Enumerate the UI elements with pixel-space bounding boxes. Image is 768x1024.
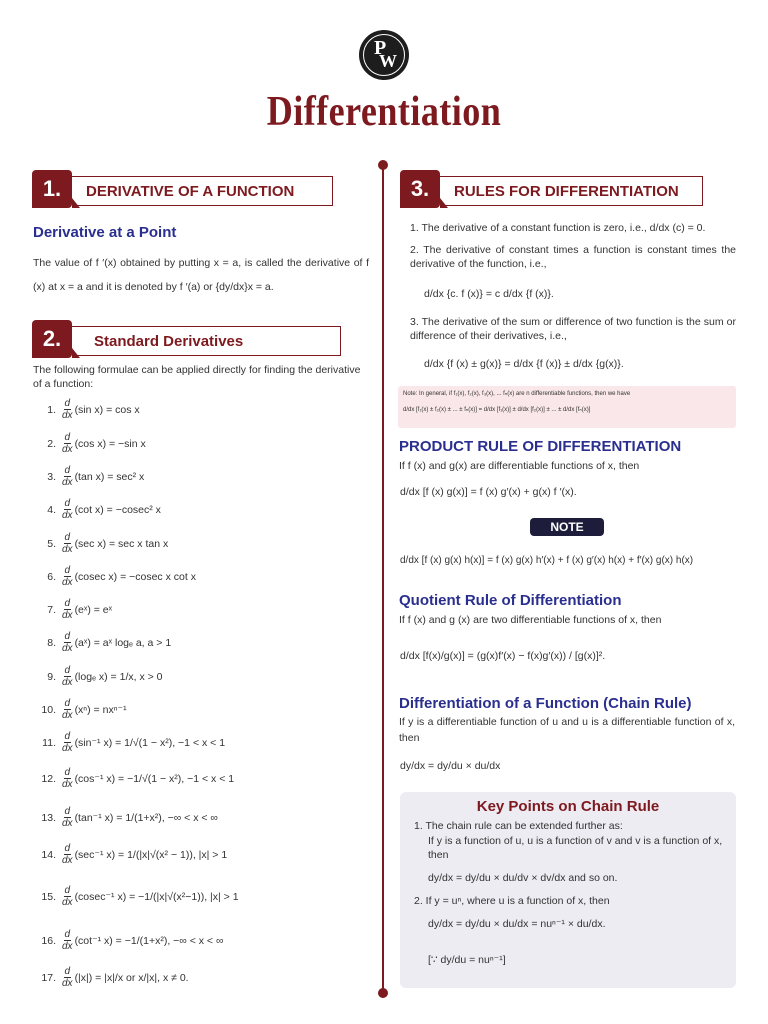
list-item: 8. d dx (aˣ) = aˣ logₑ a, a > 1 bbox=[47, 631, 172, 654]
rule-2: 2. The derivative of constant times a function is constant times the derivative of the function, i.e., bbox=[410, 244, 736, 270]
key-point-1-formula: dy/dx = dy/du × du/dv × dv/dx and so on. bbox=[428, 872, 618, 884]
key-point-2: 2. If y = uⁿ, where u is a function of x, then bbox=[414, 895, 610, 907]
list-item: 13. d dx (tan⁻¹ x) = 1/(1+x²), −∞ < x < ∞ bbox=[41, 806, 218, 829]
quotient-rule-formula: d/dx [f(x)/g(x)] = (g(x)f′(x) − f(x)g′(x)) / [g(x)]². bbox=[400, 650, 606, 662]
list-item: 2. d dx (cos x) = −sin x bbox=[47, 432, 146, 455]
column-divider bbox=[382, 168, 384, 990]
list-item: 5. d dx (sec x) = sec x tan x bbox=[47, 532, 169, 555]
list-item: 17. d dx (|x|) = |x|/x or x/|x|, x ≠ 0. bbox=[41, 966, 189, 989]
list-item: 1. d dx (sin x) = cos x bbox=[47, 398, 140, 421]
list-item: 11. d dx (sin⁻¹ x) = 1/√(1 − x²), −1 < x < 1 bbox=[42, 731, 226, 754]
logo-letter-w: W bbox=[379, 51, 397, 71]
key-points-box bbox=[400, 792, 736, 988]
key-point-1-text: If y is a function of u, u is a function of v and v is a function of x, then bbox=[428, 835, 723, 861]
section-2-title: Standard Derivatives bbox=[72, 326, 341, 356]
list-item: 14. d dx (sec⁻¹ x) = 1/(|x|√(x² − 1)), |x| > 1 bbox=[41, 843, 228, 866]
quotient-rule-text: If f (x) and g (x) are two differentiable functions of x, then bbox=[399, 614, 662, 626]
rule-3-formula: d/dx {f (x) ± g(x)} = d/dx {f (x)} ± d/dx {g(x)}. bbox=[424, 358, 624, 370]
section-1-title: DERIVATIVE OF A FUNCTION bbox=[72, 176, 333, 206]
key-point-2-note: [∵ dy/du = nuⁿ⁻¹] bbox=[428, 954, 506, 966]
list-item: 6. d dx (cosec x) = −cosec x cot x bbox=[47, 565, 196, 588]
rule-2-formula: d/dx {c. f (x)} = c d/dx {f (x)}. bbox=[424, 288, 554, 300]
list-item: 12. d dx (cos⁻¹ x) = −1/√(1 − x²), −1 < x < 1 bbox=[41, 767, 235, 790]
divider-top-dot bbox=[378, 160, 388, 170]
list-item: 10. d dx (xⁿ) = nxⁿ⁻¹ bbox=[41, 698, 127, 721]
section-3-number: 3. bbox=[400, 170, 440, 208]
quotient-rule-heading: Quotient Rule of Differentiation bbox=[399, 592, 622, 609]
list-item: 16. d dx (cot⁻¹ x) = −1/(1+x²), −∞ < x < ∞ bbox=[41, 929, 224, 952]
key-point-2-formula: dy/dx = dy/du × du/dx = nuⁿ⁻¹ × du/dx. bbox=[428, 918, 606, 930]
chain-rule-formula: dy/dx = dy/du × du/dx bbox=[400, 760, 501, 772]
section-1-number: 1. bbox=[32, 170, 72, 208]
section-1-header bbox=[32, 176, 334, 208]
list-item: 4. d dx (cot x) = −cosec² x bbox=[47, 498, 161, 521]
divider-bottom-dot bbox=[378, 988, 388, 998]
key-point-1: 1. The chain rule can be extended further as: bbox=[414, 820, 623, 832]
note-small-formula: d/dx [f₁(x) ± f₂(x) ± ... ± fₙ(x)] = d/dx [f₁(x)] ± d/dx [f₂(x)] ± ... ± d/dx [fₙ(x)] bbox=[403, 407, 591, 413]
rule-3: 3. The derivative of the sum or difference of two function is the sum or difference of their derivatives, i.e., bbox=[410, 316, 736, 342]
section-3-header bbox=[400, 176, 702, 208]
page-title: Differentiation bbox=[266, 89, 502, 135]
note-badge: NOTE bbox=[530, 518, 604, 536]
chain-rule-text: If y is a differentiable function of u and u is a differentiable function of x, then bbox=[399, 716, 735, 744]
list-item: 15. d dx (cosec⁻¹ x) = −1/(|x|√(x²−1)), |x| > 1 bbox=[41, 885, 239, 908]
derivative-at-point-heading: Derivative at a Point bbox=[33, 224, 177, 241]
key-points-title: Key Points on Chain Rule bbox=[476, 798, 660, 815]
logo-letter-p: P bbox=[374, 37, 387, 59]
note-small-text: Note: In general, if f₁(x), f₂(x), f₃(x), ... fₙ(x) are n differentiable functions, then we have bbox=[403, 391, 631, 397]
section-2-header bbox=[32, 326, 334, 358]
section-3-title: RULES FOR DIFFERENTIATION bbox=[440, 176, 703, 206]
product-rule-heading: PRODUCT RULE OF DIFFERENTIATION bbox=[399, 438, 682, 455]
logo-ring bbox=[363, 34, 405, 76]
list-item: 7. d dx (eˣ) = eˣ bbox=[47, 598, 113, 621]
chain-rule-heading: Differentiation of a Function (Chain Rule) bbox=[399, 695, 692, 712]
standard-derivatives-intro: The following formulae can be applied directly for finding the derivative of a function: bbox=[33, 364, 361, 390]
product-rule-text: If f (x) and g(x) are differentiable functions of x, then bbox=[399, 460, 640, 472]
pw-logo bbox=[359, 30, 409, 80]
product-rule-formula: d/dx [f (x) g(x)] = f (x) g′(x) + g(x) f ′(x). bbox=[400, 486, 577, 498]
rule-1: 1. The derivative of a constant function is zero, i.e., d/dx (c) = 0. bbox=[410, 222, 706, 234]
derivative-at-point-text: The value of f ′(x) obtained by putting x = a, is called the derivative of f (x) at x = a and it is denoted by f ′(a) or {dy/dx}x = a. bbox=[33, 257, 369, 293]
note-formula: d/dx [f (x) g(x) h(x)] = f (x) g(x) h′(x) + f (x) g′(x) h(x) + f′(x) g(x) h(x) bbox=[400, 555, 694, 566]
list-item: 9. d dx (logₑ x) = 1/x, x > 0 bbox=[47, 665, 163, 688]
section-2-number: 2. bbox=[32, 320, 72, 358]
list-item: 3. d dx (tan x) = sec² x bbox=[47, 465, 145, 488]
